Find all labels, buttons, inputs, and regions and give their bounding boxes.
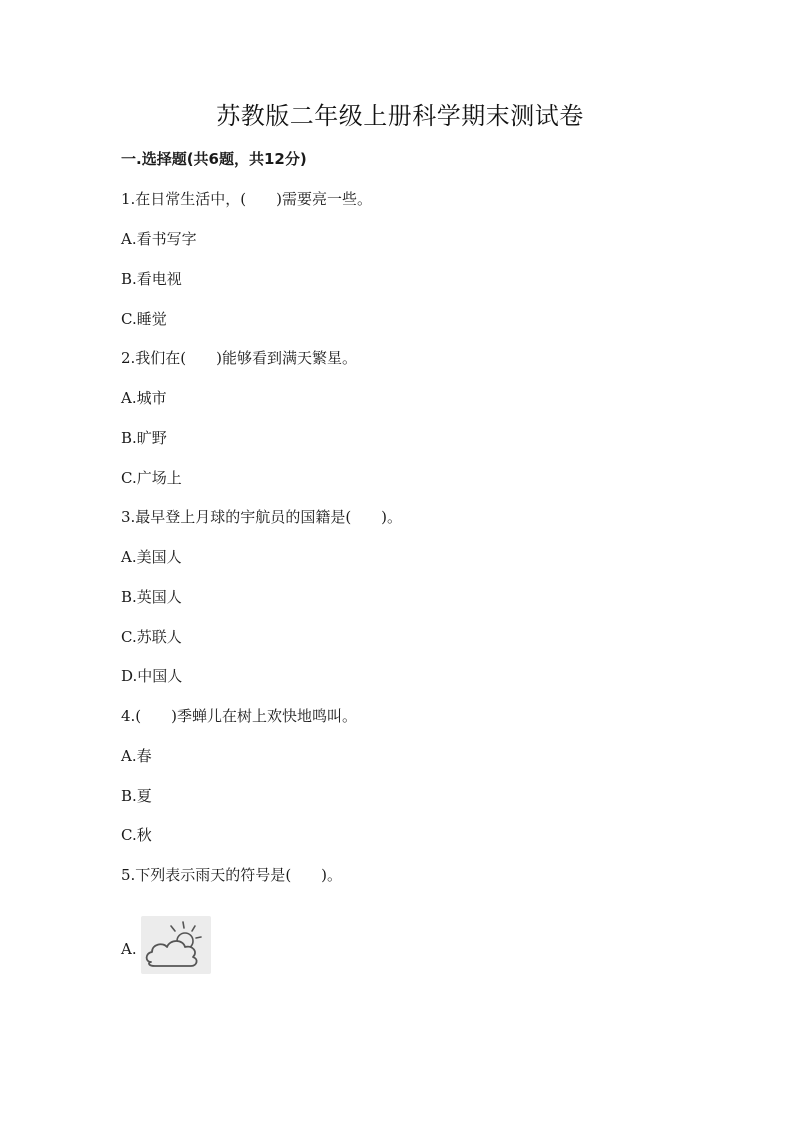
question-stem: 5.下列表示雨天的符号是( )。 xyxy=(121,866,343,884)
answer-option: A.看书写字 xyxy=(121,230,197,248)
exam-title: 苏教版二年级上册科学期末测试卷 xyxy=(216,102,584,130)
sun-behind-cloud-icon xyxy=(141,916,211,974)
answer-option-label: A. xyxy=(121,940,137,958)
question-stem: 1.在日常生活中，( )需要亮一些。 xyxy=(121,190,373,208)
image-answer-option xyxy=(121,916,211,974)
answer-option: C.睡觉 xyxy=(121,310,167,328)
answer-option: C.广场上 xyxy=(121,469,182,487)
answer-option: B.夏 xyxy=(121,787,152,805)
question-stem: 3.最早登上月球的宇航员的国籍是( )。 xyxy=(121,508,403,526)
answer-option: B.旷野 xyxy=(121,429,167,447)
answer-option: D.中国人 xyxy=(121,667,183,685)
answer-option: B.看电视 xyxy=(121,270,182,288)
section-heading: 一.选择题(共6题，共12分) xyxy=(121,150,307,168)
answer-option: C.秋 xyxy=(121,826,152,844)
answer-option: A.春 xyxy=(121,747,152,765)
answer-option: A.城市 xyxy=(121,389,167,407)
answer-option: A.美国人 xyxy=(121,548,182,566)
answer-option: B.英国人 xyxy=(121,588,182,606)
question-stem: 2.我们在( )能够看到满天繁星。 xyxy=(121,349,358,367)
question-stem: 4.( )季蝉儿在树上欢快地鸣叫。 xyxy=(121,707,358,725)
answer-option: C.苏联人 xyxy=(121,628,182,646)
